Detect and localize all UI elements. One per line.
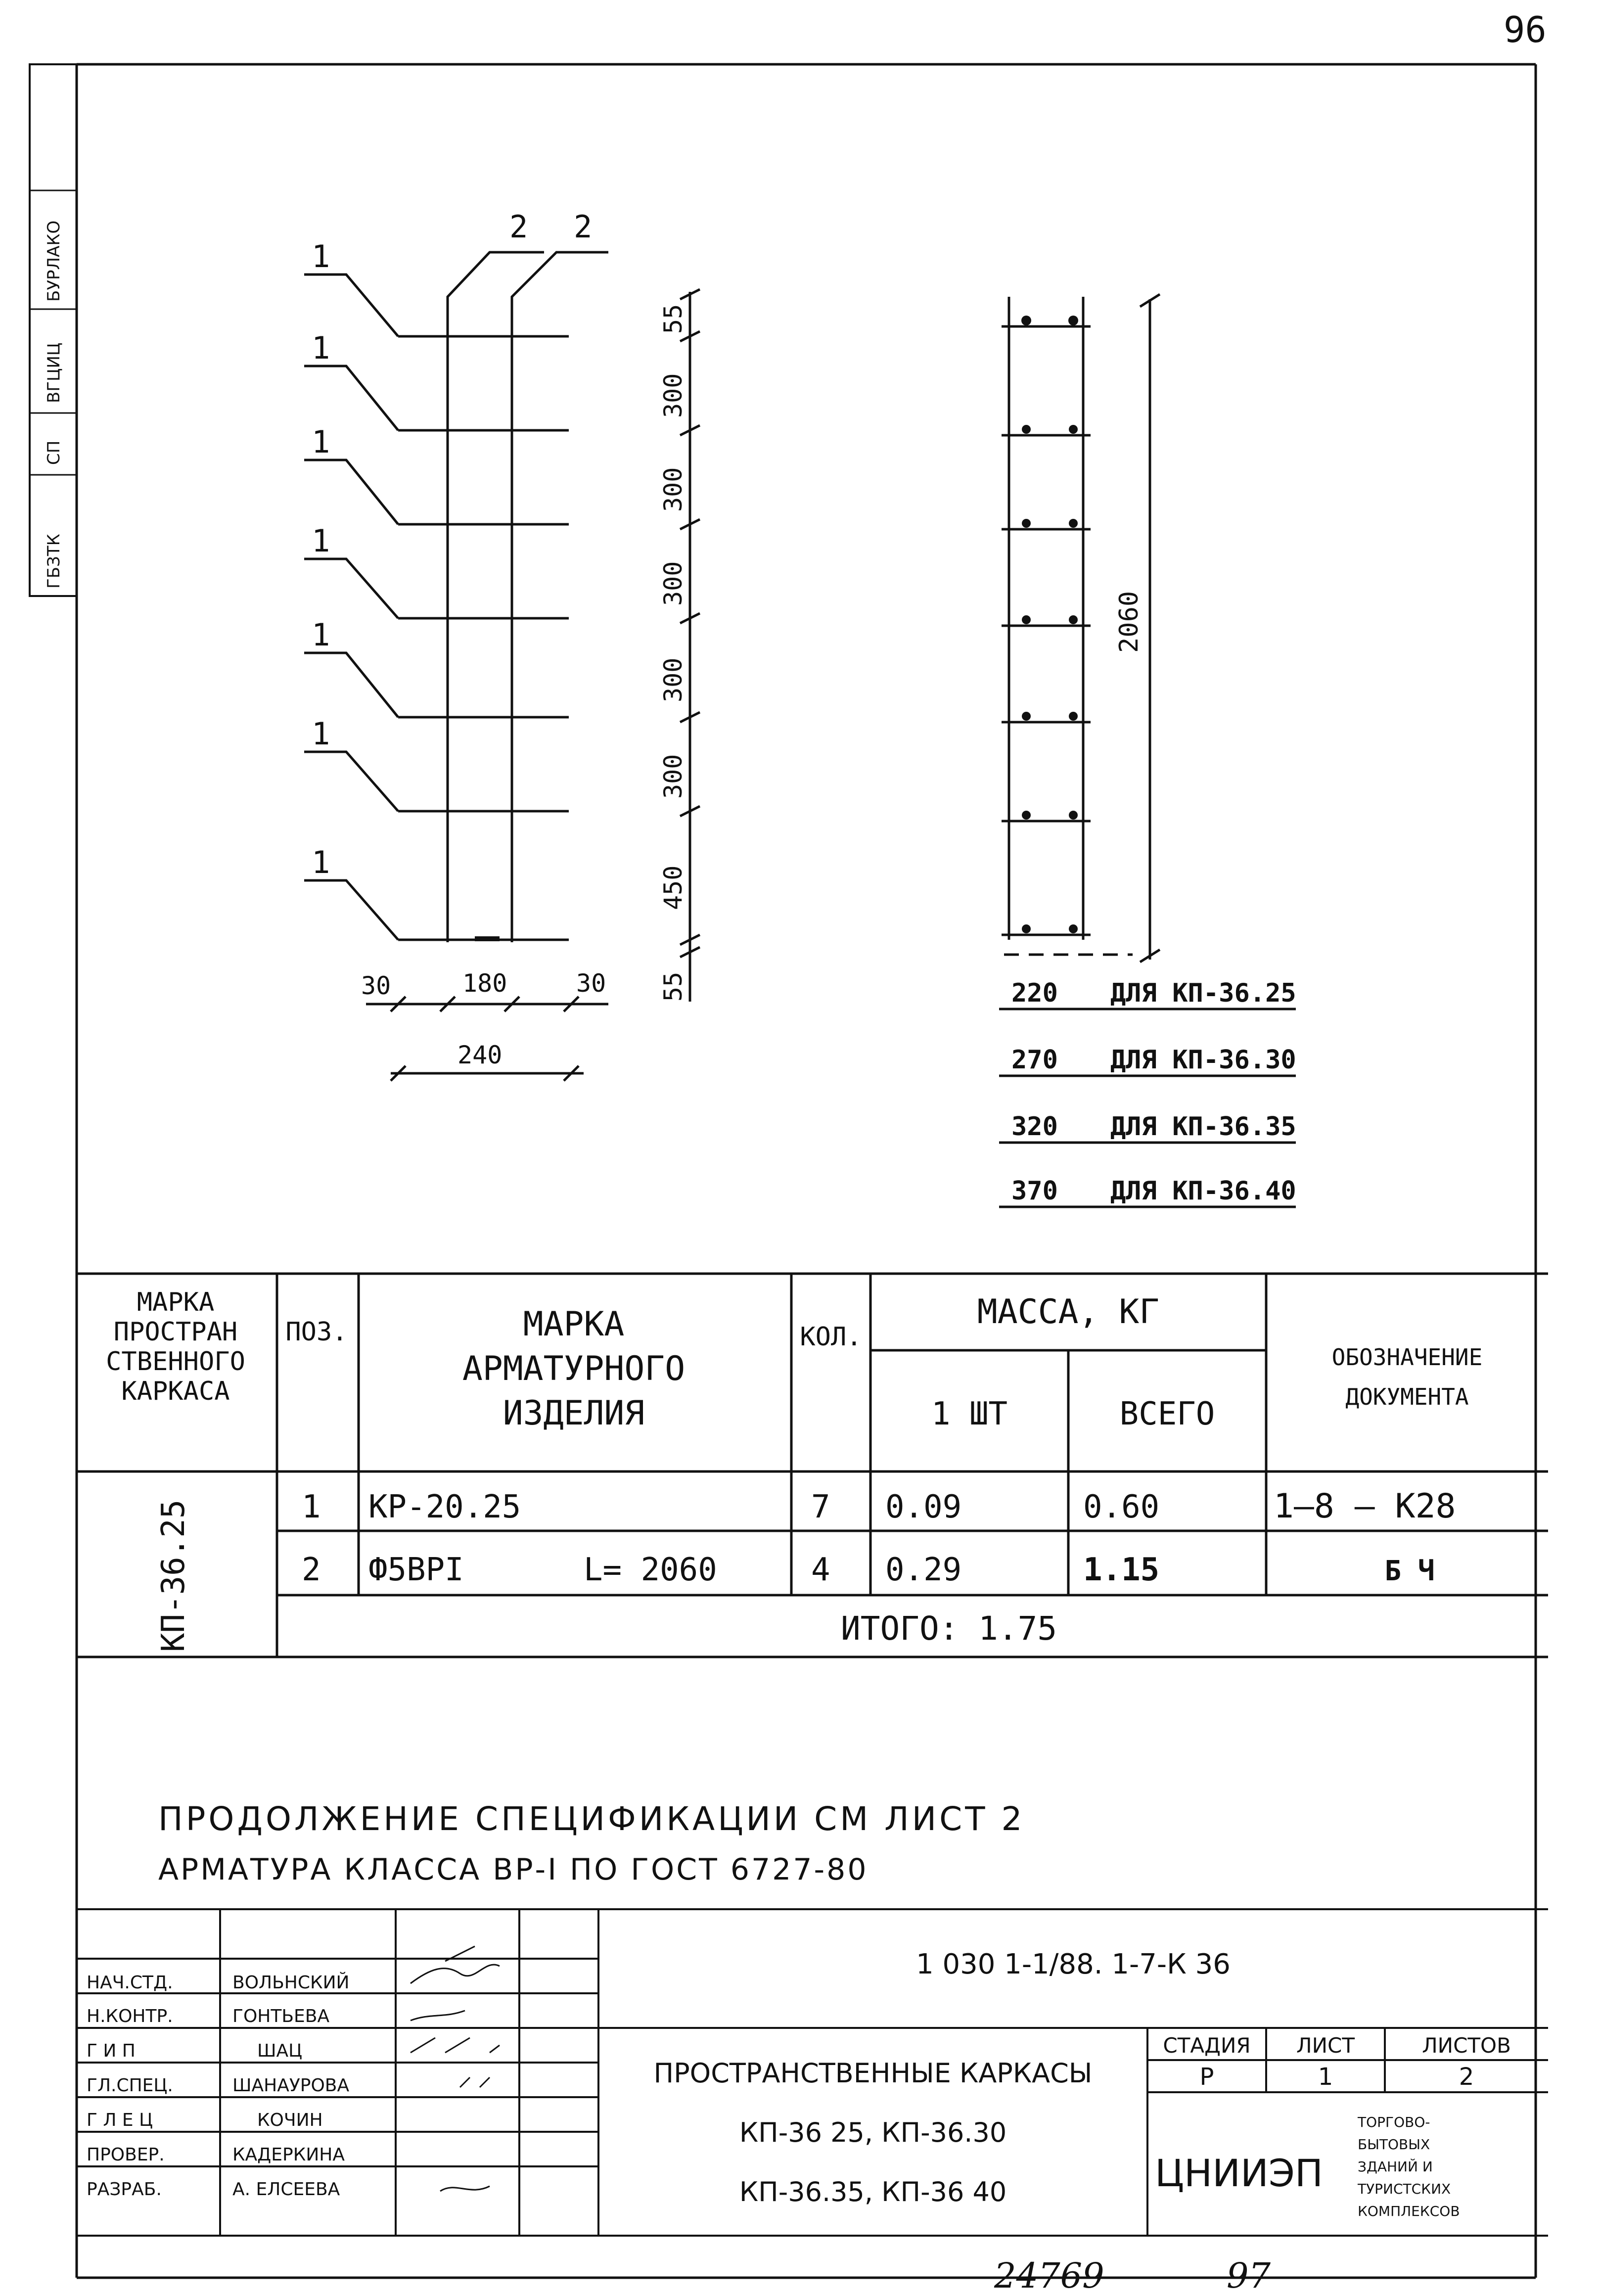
row-mass-total: 1.15 [1083, 1552, 1160, 1588]
pos-label: 1 [312, 330, 330, 366]
row-doc: Б Ч [1384, 1555, 1435, 1587]
header-mark-item: АРМАТУРНОГО [462, 1349, 686, 1388]
pos-label: 1 [312, 523, 330, 559]
note-continuation: ПРОДОЛЖЕНИЕ СПЕЦИФИКАЦИИ СМ ЛИСТ 2 [158, 1800, 1025, 1838]
header-doc: ДОКУМЕНТА [1345, 1383, 1469, 1410]
variant-width: 220 [1011, 978, 1058, 1008]
pos-label: 2 [574, 209, 593, 245]
org-desc: КОМПЛЕКСОВ [1358, 2203, 1460, 2219]
pos-label: 2 [509, 209, 528, 245]
org-desc: ТОРГОВО- [1358, 2114, 1430, 2130]
org-desc: БЫТОВЫХ [1358, 2136, 1430, 2153]
header-mark-item: МАРКА [523, 1305, 625, 1344]
row-mass-total: 0.60 [1083, 1489, 1160, 1525]
dim-label: 450 [659, 865, 687, 910]
sign-name: ШАНАУРОВА [232, 2075, 350, 2096]
dim-label: 30 [361, 971, 391, 1000]
sign-role: Г Л Е Ц [87, 2110, 153, 2130]
stage-label: СТАДИЯ [1163, 2033, 1251, 2058]
row-mass-one: 0.09 [885, 1489, 962, 1525]
table-total: ИТОГО: 1.75 [841, 1609, 1057, 1648]
variant-label: ДЛЯ КП-36.25 [1110, 978, 1296, 1008]
header-mark-frame: ПРОСТРАН [113, 1317, 238, 1347]
dim-label: 55 [659, 971, 687, 1002]
header-mass-one: 1 ШТ [931, 1396, 1008, 1432]
title-line: КП-36 25, КП-36.30 [739, 2117, 1007, 2148]
row-doc: 1–8 — К28 [1274, 1487, 1456, 1526]
row-qty: 7 [811, 1489, 830, 1525]
variant-width: 370 [1011, 1176, 1058, 1206]
dim-label: 55 [659, 304, 687, 334]
row-mass-one: 0.29 [885, 1552, 962, 1588]
sheet-frame [77, 64, 1536, 2278]
header-mark-frame: МАРКА [137, 1287, 215, 1317]
sheets-label: ЛИСТОВ [1422, 2033, 1511, 2058]
header-mark-frame: СТВЕННОГО [106, 1347, 245, 1377]
row-pos: 2 [302, 1552, 321, 1588]
sign-name: ВОЛЬНСКИЙ [232, 1973, 350, 1993]
variant-label: ДЛЯ КП-36.35 [1110, 1112, 1296, 1142]
side-stamp-4: БУРЛАКО [44, 220, 64, 302]
sign-name: ГОНТЬЕВА [232, 2006, 330, 2026]
note-reinforcement: АРМАТУРА КЛАССА ВР-I ПО ГОСТ 6727-80 [158, 1852, 869, 1887]
variant-width: 270 [1011, 1045, 1058, 1075]
stage-value: Р [1199, 2063, 1214, 2091]
row-qty: 4 [811, 1552, 830, 1588]
page-number: 96 [1504, 9, 1547, 50]
sign-name: КАДЕРКИНА [232, 2145, 345, 2165]
dim-label: 240 [457, 1041, 503, 1069]
title-line: КП-36.35, КП-36 40 [739, 2176, 1007, 2207]
dim-label: 300 [659, 373, 687, 418]
header-mass-total: ВСЕГО [1119, 1396, 1215, 1432]
header-pos: ПОЗ. [285, 1317, 348, 1347]
sign-role: ПРОВЕР. [87, 2145, 165, 2165]
dim-label: 180 [462, 969, 507, 998]
variant-width: 320 [1011, 1112, 1058, 1142]
header-doc: ОБОЗНАЧЕНИЕ [1331, 1344, 1483, 1371]
side-stamp-1: ГБЗТК [44, 534, 64, 589]
height-dim: 2060 [1114, 591, 1144, 653]
sign-role: РАЗРАБ. [87, 2179, 162, 2200]
title-line: ПРОСТРАНСТВЕННЫЕ КАРКАСЫ [653, 2058, 1093, 2089]
title-block-text [654, 1948, 1511, 2219]
spec-table-header [106, 1287, 1482, 1433]
sign-role: НАЧ.СТД. [87, 1973, 173, 1993]
sign-name: ШАЦ [257, 2041, 303, 2061]
footer-number-left: 24769 [994, 2255, 1104, 2296]
sign-role: ГЛ.СПЕЦ. [87, 2075, 173, 2096]
row-item: КР-20.25 [368, 1489, 521, 1525]
dim-label: 30 [576, 969, 606, 998]
sheets-value: 2 [1459, 2063, 1474, 2091]
frame-drawing [304, 252, 700, 1081]
org-desc: ЗДАНИЙ И [1358, 2158, 1433, 2175]
frame-mark: КП-36.25 [155, 1499, 192, 1652]
pos-label: 1 [312, 844, 330, 880]
side-stamp [30, 64, 77, 596]
dim-label: 300 [659, 754, 687, 799]
spec-table-body [155, 1487, 1456, 1652]
sheet-value: 1 [1318, 2063, 1333, 2091]
row-pos: 1 [302, 1489, 321, 1525]
side-stamp-2: СП [44, 440, 64, 465]
handwritten-signatures [411, 1946, 500, 2191]
sign-role: Н.КОНТР. [87, 2006, 173, 2026]
header-mark-frame: КАРКАСА [121, 1377, 230, 1406]
sign-name: КОЧИН [257, 2110, 323, 2130]
pos-label: 1 [312, 617, 330, 653]
header-mass: МАССА, КГ [977, 1292, 1160, 1332]
variant-label: ДЛЯ КП-36.40 [1110, 1176, 1296, 1206]
sheet-label: ЛИСТ [1296, 2033, 1355, 2058]
side-stamp-3: ВГЦИЦ [44, 342, 64, 403]
footer-number-right: 97 [1227, 2255, 1271, 2296]
row-length: L= 2060 [584, 1552, 717, 1588]
pos-label: 1 [312, 424, 330, 460]
header-qty: КОЛ. [800, 1322, 862, 1352]
org-name: ЦНИИЭП [1155, 2151, 1324, 2195]
pos-label: 1 [312, 238, 330, 275]
pos-label: 1 [312, 716, 330, 752]
sign-role: Г И П [87, 2041, 136, 2061]
section-labels [1011, 591, 1296, 1206]
org-desc: ТУРИСТСКИХ [1358, 2181, 1451, 2197]
dim-label: 300 [659, 657, 687, 702]
sign-name: А. ЕЛСЕЕВА [232, 2179, 340, 2200]
dim-label: 300 [659, 467, 687, 512]
row-item: Ф5ВРI [368, 1552, 464, 1588]
doc-code: 1 030 1-1/88. 1-7-К 36 [916, 1948, 1231, 1980]
header-mark-item: ИЗДЕЛИЯ [503, 1394, 645, 1433]
variant-label: ДЛЯ КП-36.30 [1110, 1045, 1296, 1075]
dim-label: 300 [659, 561, 687, 606]
